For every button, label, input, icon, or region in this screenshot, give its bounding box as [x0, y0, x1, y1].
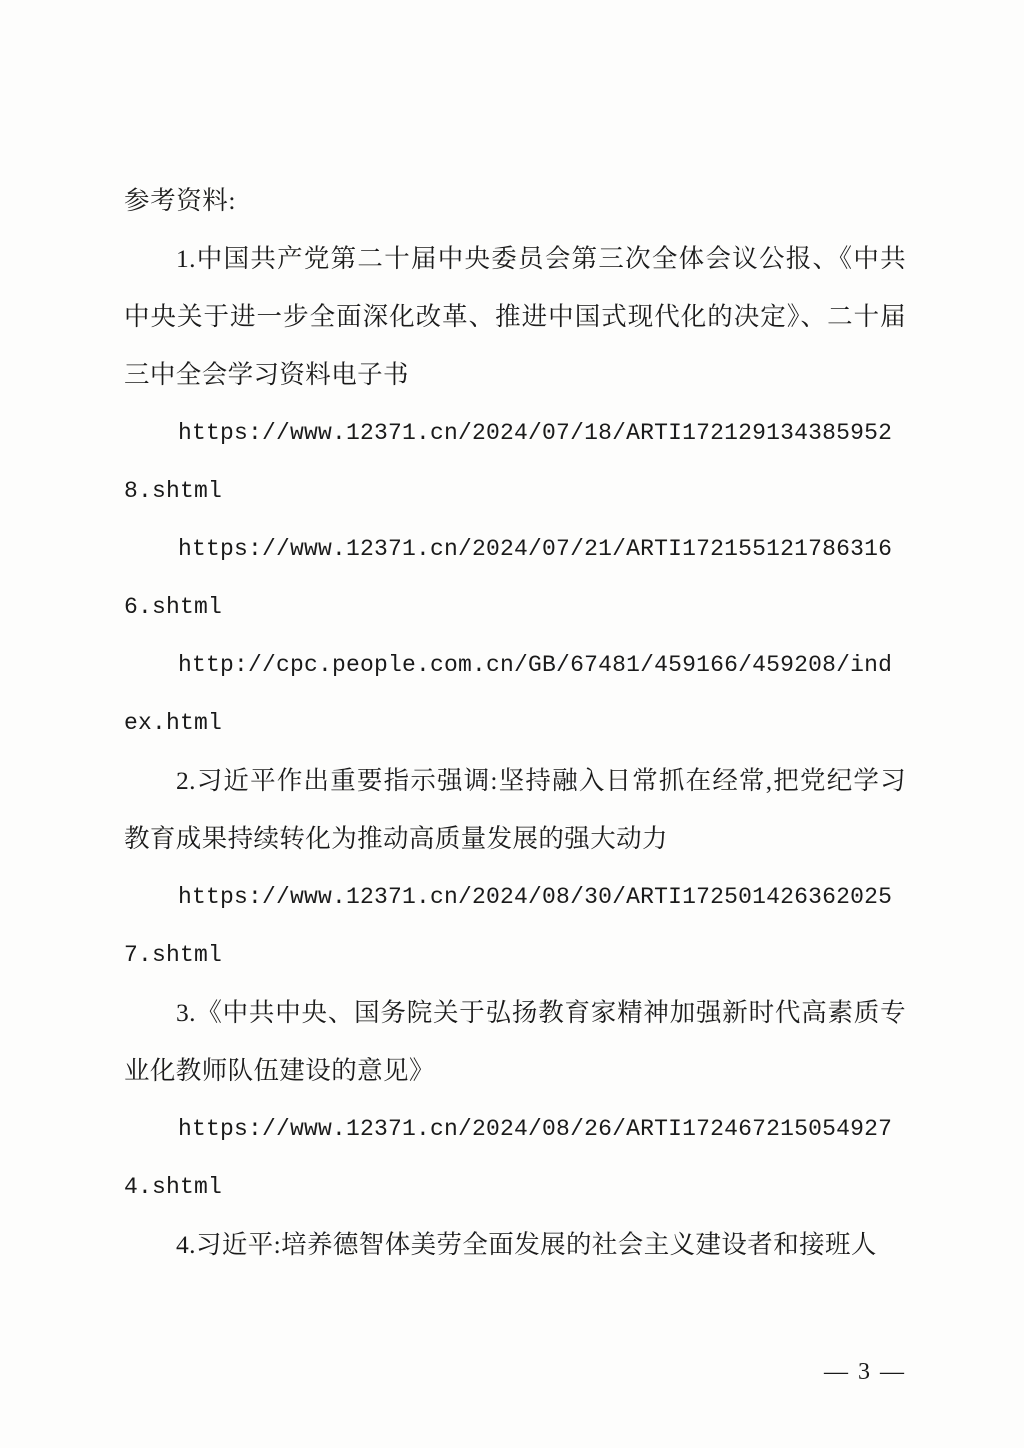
reference-item-1: 1.中国共产党第二十届中央委员会第三次全体会议公报、《中共中央关于进一步全面深化改革、推进中国式现代化的决定》、二十届三中全会学习资料电子书: [124, 244, 906, 389]
reference-url-4[interactable]: https://www.12371.cn/2024/08/30/ARTI1725014263620257.shtml: [124, 884, 893, 968]
section-heading: 参考资料:: [124, 186, 237, 215]
reference-url-1[interactable]: https://www.12371.cn/2024/07/18/ARTI1721291343859528.shtml: [124, 420, 893, 504]
reference-url-2[interactable]: https://www.12371.cn/2024/07/21/ARTI1721551217863166.shtml: [124, 536, 893, 620]
reference-item-3: 3.《中共中央、国务院关于弘扬教育家精神加强新时代高素质专业化教师队伍建设的意见》: [124, 998, 906, 1085]
reference-url-5[interactable]: https://www.12371.cn/2024/08/26/ARTI1724672150549274.shtml: [124, 1116, 893, 1200]
reference-item-4: 4.习近平:培养德智体美劳全面发展的社会主义建设者和接班人: [176, 1230, 877, 1259]
reference-url-3[interactable]: http://cpc.people.com.cn/GB/67481/459166/459208/index.html: [124, 652, 893, 736]
document-body: [124, 172, 906, 1274]
reference-item-2: 2.习近平作出重要指示强调:坚持融入日常抓在经常,把党纪学习教育成果持续转化为推动高质量发展的强大动力: [124, 766, 906, 853]
page-number: — 3 —: [824, 1359, 906, 1385]
